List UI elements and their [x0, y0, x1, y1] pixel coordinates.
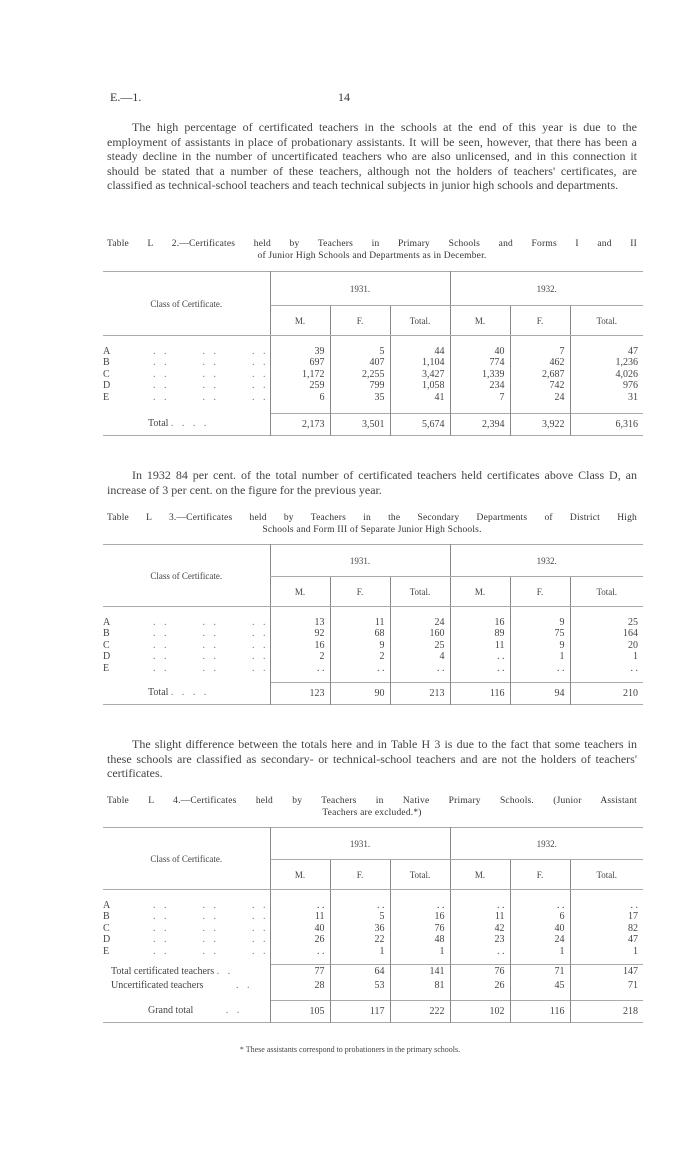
- table-cell: 3,501: [330, 413, 390, 435]
- table-cell: 210: [570, 682, 643, 704]
- col-f: F.: [510, 860, 570, 890]
- table-cell: 9: [330, 640, 390, 652]
- table-cell: 1: [570, 651, 643, 663]
- class-of-certificate-header: Class of Certificate.: [103, 545, 270, 607]
- table-row: [103, 911, 643, 923]
- table-cell: 7: [510, 346, 570, 358]
- table-cell: . .: [450, 663, 510, 675]
- table-total-row: [103, 413, 643, 435]
- table-cell: 6,316: [570, 413, 643, 435]
- certificate-class: C: [103, 922, 110, 934]
- page-number: 14: [338, 90, 350, 104]
- col-total: Total.: [570, 860, 643, 890]
- col-total: Total.: [570, 577, 643, 607]
- table-row: [103, 346, 643, 358]
- table-cell: 75: [510, 628, 570, 640]
- row-class-label: [103, 628, 270, 640]
- col-total: Total.: [390, 306, 450, 336]
- table-cell: . .: [330, 900, 390, 912]
- table-cell: 116: [450, 682, 510, 704]
- footnote: * These assistants correspond to probationers in the primary schools.: [239, 1045, 461, 1054]
- row-class-label: [103, 651, 270, 663]
- table-cell: 222: [390, 1000, 450, 1022]
- row-class-label: [103, 640, 270, 652]
- table-cell: 5: [330, 346, 390, 358]
- table-cell: 799: [330, 380, 390, 392]
- row-class-label: [103, 369, 270, 381]
- table-cell: 407: [330, 357, 390, 369]
- table-cell: 35: [330, 392, 390, 404]
- table-cell: 16: [390, 911, 450, 923]
- col-f: F.: [330, 577, 390, 607]
- table-cell: 44: [390, 346, 450, 358]
- table-cell: 218: [570, 1000, 643, 1022]
- year-1931-header: 1931.: [270, 828, 450, 860]
- table-cell: . .: [570, 663, 643, 675]
- table-cell: 42: [450, 923, 510, 935]
- table-cell: 123: [270, 682, 330, 704]
- leader-dots: . . . . . .: [153, 945, 269, 957]
- table-l4-caption: Table L 4.—Certificates held by Teachers in Native Primary Schools. (Junior Assistant Teachers are excluded.*): [107, 796, 637, 818]
- table-cell: 1: [570, 946, 643, 958]
- leader-dots: . . . . . .: [153, 662, 269, 674]
- table-row: [103, 663, 643, 675]
- year-1931-header: 1931.: [270, 272, 450, 306]
- table-cell: 36: [330, 923, 390, 935]
- paragraph-3: The slight difference between the totals here and in Table H 3 is due to the fact that some teachers in these schools are classified as secondary- or technical-school teachers and are not the holders of teachers' certificates.: [107, 737, 637, 780]
- paragraph-1: The high percentage of certificated teachers in the schools at the end of this year is due to the employment of assistants in place of probationary assistants. It will be seen, however, that there has been a steady decline in the number of uncertificated teachers who are also unlicensed, and in this connection it should be stated that a number of these teachers, although not the holders of teachers' certificates, are classified as technical-school teachers and teach technical subjects in junior high schools and departments.: [107, 120, 637, 192]
- table-cell: . .: [390, 900, 450, 912]
- col-m: M.: [450, 306, 510, 336]
- table-row: [103, 900, 643, 912]
- col-m: M.: [450, 577, 510, 607]
- table-cell: 259: [270, 380, 330, 392]
- col-total: Total.: [570, 306, 643, 336]
- certificate-class: E: [103, 945, 110, 957]
- table-cell: 41: [390, 392, 450, 404]
- row-class-label: [103, 946, 270, 958]
- certificate-class: C: [103, 639, 110, 651]
- table-cell: 20: [570, 640, 643, 652]
- leader-dots: . . . .: [170, 687, 210, 699]
- table-l3: [103, 544, 643, 705]
- table-cell: 40: [450, 346, 510, 358]
- col-m: M.: [450, 860, 510, 890]
- table-cell: . .: [330, 663, 390, 675]
- table-cell: 40: [510, 923, 570, 935]
- table-cell: 9: [510, 617, 570, 629]
- col-m: M.: [270, 306, 330, 336]
- table-cell: 13: [270, 617, 330, 629]
- leader-dots: . . . . . .: [153, 616, 269, 628]
- leader-dots: . . . . . .: [153, 357, 269, 369]
- certificate-class: D: [103, 651, 111, 663]
- table-cell: 1: [510, 946, 570, 958]
- table-cell: 1,339: [450, 369, 510, 381]
- leader-dots: . . . . . .: [153, 934, 269, 946]
- page-header: [110, 90, 640, 106]
- leader-dots: . . . . . .: [153, 911, 269, 923]
- row-label: Total certificated teachers: [111, 965, 215, 977]
- certificate-class: E: [103, 391, 110, 403]
- table-cell: . .: [510, 900, 570, 912]
- table-cell: . .: [570, 900, 643, 912]
- col-f: F.: [510, 306, 570, 336]
- table-total-row: [103, 682, 643, 704]
- col-total: Total.: [390, 860, 450, 890]
- row-class-label: [103, 923, 270, 935]
- leader-dots: . . . .: [170, 418, 210, 430]
- table-cell: 4,026: [570, 369, 643, 381]
- table-cell: 24: [510, 392, 570, 404]
- table-cell: 2,394: [450, 413, 510, 435]
- table-cell: 5,674: [390, 413, 450, 435]
- table-cell: 11: [450, 911, 510, 923]
- table-cell: 117: [330, 1000, 390, 1022]
- certificate-class: A: [103, 345, 111, 357]
- table-cell: 24: [390, 617, 450, 629]
- table-row: [103, 617, 643, 629]
- table-l2-caption: Table L 2.—Certificates held by Teachers in Primary Schools and Forms I and II of Junior High Schools and Departments as in December.: [107, 239, 637, 261]
- certificate-class: B: [103, 911, 110, 923]
- row-label: Grand total: [148, 1005, 194, 1017]
- table-cell: 16: [450, 617, 510, 629]
- table-cell: 45: [510, 978, 570, 992]
- col-f: F.: [330, 860, 390, 890]
- leader-dots: . .: [216, 965, 234, 977]
- table-cell: 1,236: [570, 357, 643, 369]
- table-cell: 105: [270, 1000, 330, 1022]
- table-cell: 68: [330, 628, 390, 640]
- table-cell: 47: [570, 934, 643, 946]
- table-cell: 3,922: [510, 413, 570, 435]
- leader-dots: . . . . . .: [153, 651, 269, 663]
- table-cell: 26: [270, 934, 330, 946]
- row-label: Total: [148, 687, 169, 699]
- table-cell: 11: [330, 617, 390, 629]
- table-cell: 6: [510, 911, 570, 923]
- leader-dots: . . . . . .: [153, 899, 269, 911]
- table-cell: 48: [390, 934, 450, 946]
- col-total: Total.: [390, 577, 450, 607]
- table-cell: 6: [270, 392, 330, 404]
- table-cell: 40: [270, 923, 330, 935]
- certificate-class: D: [103, 934, 111, 946]
- table-cell: 71: [510, 964, 570, 978]
- table-row: [103, 923, 643, 935]
- row-class-label: [103, 617, 270, 629]
- table-cell: 3,427: [390, 369, 450, 381]
- paragraph-2: In 1932 84 per cent. of the total number of certificated teachers held certificates above Class D, an increase of 3 per cent. on the figure for the previous year.: [107, 468, 637, 497]
- table-cell: . .: [450, 946, 510, 958]
- leader-dots: . . . . . .: [153, 391, 269, 403]
- table-l3-caption: Table L 3.—Certificates held by Teachers in the Secondary Departments of District High Schools and Form III of Separate Junior High Schools.: [107, 513, 637, 535]
- table-cell: . .: [450, 651, 510, 663]
- row-label: Uncertificated teachers: [111, 979, 204, 991]
- table-cell: 53: [330, 978, 390, 992]
- table-cell: 697: [270, 357, 330, 369]
- table-cell: 9: [510, 640, 570, 652]
- table-row: [103, 946, 643, 958]
- table-cell: 1: [510, 651, 570, 663]
- row-class-label: [103, 663, 270, 675]
- certificate-class: B: [103, 357, 110, 369]
- table-row: [103, 380, 643, 392]
- subtotal-row: [103, 978, 643, 992]
- table-cell: 26: [450, 978, 510, 992]
- table-row: [103, 357, 643, 369]
- table-cell: 1: [330, 946, 390, 958]
- document-reference: E.—1.: [110, 90, 142, 104]
- col-m: M.: [270, 577, 330, 607]
- table-cell: 47: [570, 346, 643, 358]
- table-cell: 11: [450, 640, 510, 652]
- col-f: F.: [510, 577, 570, 607]
- certificate-class: E: [103, 662, 110, 674]
- table-cell: . .: [270, 900, 330, 912]
- table-cell: 25: [570, 617, 643, 629]
- table-l4: [103, 827, 643, 1023]
- table-cell: 2: [270, 651, 330, 663]
- certificate-class: A: [103, 899, 111, 911]
- table-cell: . .: [270, 663, 330, 675]
- table-cell: 28: [270, 978, 330, 992]
- table-row: [103, 651, 643, 663]
- row-class-label: [103, 934, 270, 946]
- year-1932-header: 1932.: [450, 545, 643, 577]
- certificate-class: B: [103, 628, 110, 640]
- table-cell: 116: [510, 1000, 570, 1022]
- table-cell: 92: [270, 628, 330, 640]
- table-cell: 1,058: [390, 380, 450, 392]
- row-class-label: [103, 900, 270, 912]
- table-cell: 4: [390, 651, 450, 663]
- table-cell: 89: [450, 628, 510, 640]
- table-cell: 1,104: [390, 357, 450, 369]
- table-cell: 76: [390, 923, 450, 935]
- grand-total-row: [103, 1000, 643, 1022]
- table-cell: 25: [390, 640, 450, 652]
- year-1932-header: 1932.: [450, 828, 643, 860]
- table-cell: . .: [270, 946, 330, 958]
- table-cell: 774: [450, 357, 510, 369]
- row-class-label: [103, 911, 270, 923]
- table-cell: 2,687: [510, 369, 570, 381]
- table-row: [103, 369, 643, 381]
- table-cell: 2,255: [330, 369, 390, 381]
- table-cell: 2,173: [270, 413, 330, 435]
- col-f: F.: [330, 306, 390, 336]
- leader-dots: . . . . . .: [153, 345, 269, 357]
- table-cell: 11: [270, 911, 330, 923]
- table-cell: 90: [330, 682, 390, 704]
- row-class-label: [103, 380, 270, 392]
- table-cell: 5: [330, 911, 390, 923]
- table-cell: 16: [270, 640, 330, 652]
- certificate-class: D: [103, 380, 111, 392]
- certificate-class: C: [103, 368, 110, 380]
- table-cell: 77: [270, 964, 330, 978]
- table-cell: 1: [390, 946, 450, 958]
- table-cell: 81: [390, 978, 450, 992]
- table-row: [103, 392, 643, 404]
- table-cell: . .: [390, 663, 450, 675]
- row-label: Total: [148, 418, 169, 430]
- table-cell: 742: [510, 380, 570, 392]
- row-class-label: [103, 357, 270, 369]
- table-cell: 102: [450, 1000, 510, 1022]
- row-class-label: [103, 346, 270, 358]
- table-cell: 94: [510, 682, 570, 704]
- year-1931-header: 1931.: [270, 545, 450, 577]
- subtotal-row: [103, 964, 643, 978]
- table-cell: 213: [390, 682, 450, 704]
- table-row: [103, 628, 643, 640]
- table-cell: 76: [450, 964, 510, 978]
- table-cell: . .: [510, 663, 570, 675]
- leader-dots: . . . . . .: [153, 639, 269, 651]
- table-cell: 147: [570, 964, 643, 978]
- table-cell: 71: [570, 978, 643, 992]
- table-cell: 24: [510, 934, 570, 946]
- table-cell: 976: [570, 380, 643, 392]
- table-cell: . .: [450, 900, 510, 912]
- leader-dots: . . . . . .: [153, 380, 269, 392]
- row-class-label: [103, 392, 270, 404]
- table-cell: 141: [390, 964, 450, 978]
- leader-dots: . . . . . .: [153, 922, 269, 934]
- table-cell: 2: [330, 651, 390, 663]
- table-l2: [103, 271, 643, 436]
- table-cell: 31: [570, 392, 643, 404]
- leader-dots: . .: [235, 979, 253, 991]
- table-cell: 462: [510, 357, 570, 369]
- table-cell: 1,172: [270, 369, 330, 381]
- class-of-certificate-header: Class of Certificate.: [103, 272, 270, 336]
- year-1932-header: 1932.: [450, 272, 643, 306]
- table-row: [103, 934, 643, 946]
- certificate-class: A: [103, 616, 111, 628]
- col-m: M.: [270, 860, 330, 890]
- table-cell: 7: [450, 392, 510, 404]
- table-cell: 82: [570, 923, 643, 935]
- table-cell: 23: [450, 934, 510, 946]
- leader-dots: . . . . . .: [153, 368, 269, 380]
- leader-dots: . .: [225, 1005, 243, 1017]
- table-cell: 39: [270, 346, 330, 358]
- table-row: [103, 640, 643, 652]
- table-cell: 64: [330, 964, 390, 978]
- table-cell: 22: [330, 934, 390, 946]
- table-cell: 234: [450, 380, 510, 392]
- table-cell: 17: [570, 911, 643, 923]
- table-cell: 160: [390, 628, 450, 640]
- class-of-certificate-header: Class of Certificate.: [103, 828, 270, 890]
- leader-dots: . . . . . .: [153, 628, 269, 640]
- table-cell: 164: [570, 628, 643, 640]
